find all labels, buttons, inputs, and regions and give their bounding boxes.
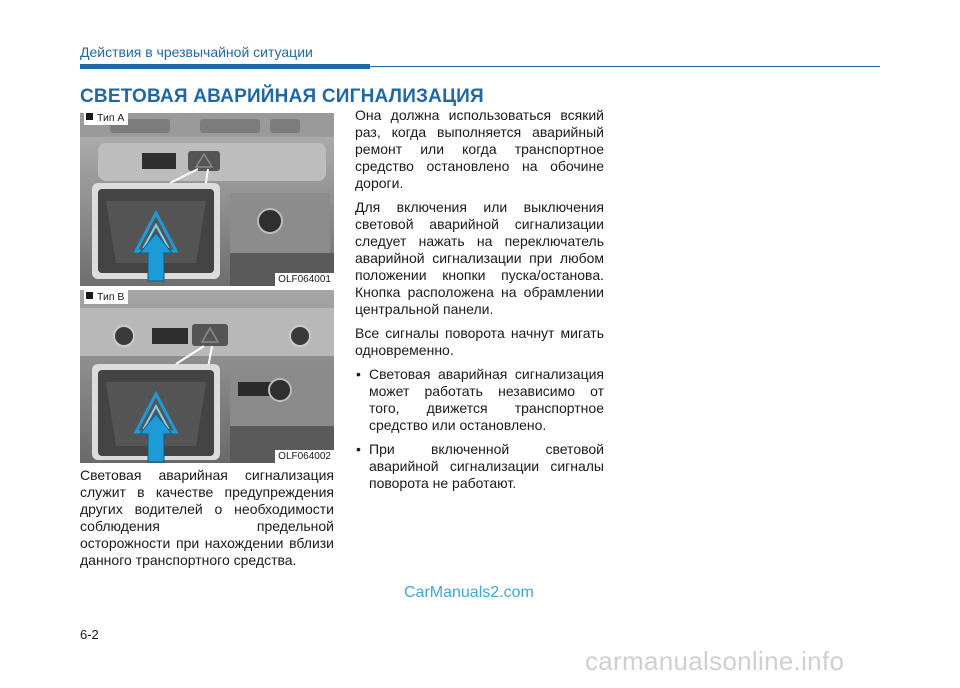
figure-type-b — [80, 290, 334, 463]
bullet-item: • Световая аварийная сигнализация может работать независимо от того, движется транспортное средство или остановлено. — [355, 366, 604, 434]
figure-code: OLF064001 — [275, 273, 334, 286]
square-bullet-icon — [86, 113, 93, 120]
paragraph-3: Все сигналы поворота начнут мигать одновременно. — [355, 325, 604, 358]
figure-type-b-label — [84, 290, 128, 304]
paragraph-1: Она должна использоваться всякий раз, когда выполняется аварийный ремонт или когда транспортное средство остановлено на обочине дороги. — [355, 107, 604, 191]
figure-type-a — [80, 113, 334, 286]
paragraph-2: Для включения или выключения световой аварийной сигнализации следует нажать на переключатель аварийной сигнализации при любом положении кнопки пуска/останова. Кнопка расположена на обрамлении центральной панели. — [355, 199, 604, 317]
hazard-switch-illustration-a — [80, 113, 334, 286]
header-rule-thin — [370, 66, 880, 67]
header-rule-thick — [80, 64, 370, 69]
page-heading: СВЕТОВАЯ АВАРИЙНАЯ СИГНАЛИЗАЦИЯ — [80, 86, 484, 107]
figure-label: Тип A — [97, 112, 125, 124]
section-title: Действия в чрезвычайной ситуации — [80, 44, 313, 60]
figure-label: Тип B — [97, 291, 125, 303]
page-number: 6-2 — [80, 627, 99, 642]
footer-watermark: carmanualsonline.info — [585, 646, 845, 676]
left-description — [80, 467, 334, 576]
left-paragraph: Световая аварийная сигнализация служит в качестве предупреждения других водителей о необходимости соблюдения предельной осторожности при нахождении вблизи данного транспортного средства. — [80, 467, 334, 568]
figure-code: OLF064002 — [275, 450, 334, 463]
watermark-link[interactable]: CarManuals2.com — [404, 584, 534, 601]
bullet-list — [355, 366, 604, 492]
figure-type-a-label — [84, 111, 128, 125]
square-bullet-icon — [86, 292, 93, 299]
bullet-item: • При включенной световой аварийной сигнализации сигналы поворота не работают. — [355, 441, 604, 492]
hazard-switch-illustration-b — [80, 290, 334, 463]
right-column — [355, 107, 604, 499]
